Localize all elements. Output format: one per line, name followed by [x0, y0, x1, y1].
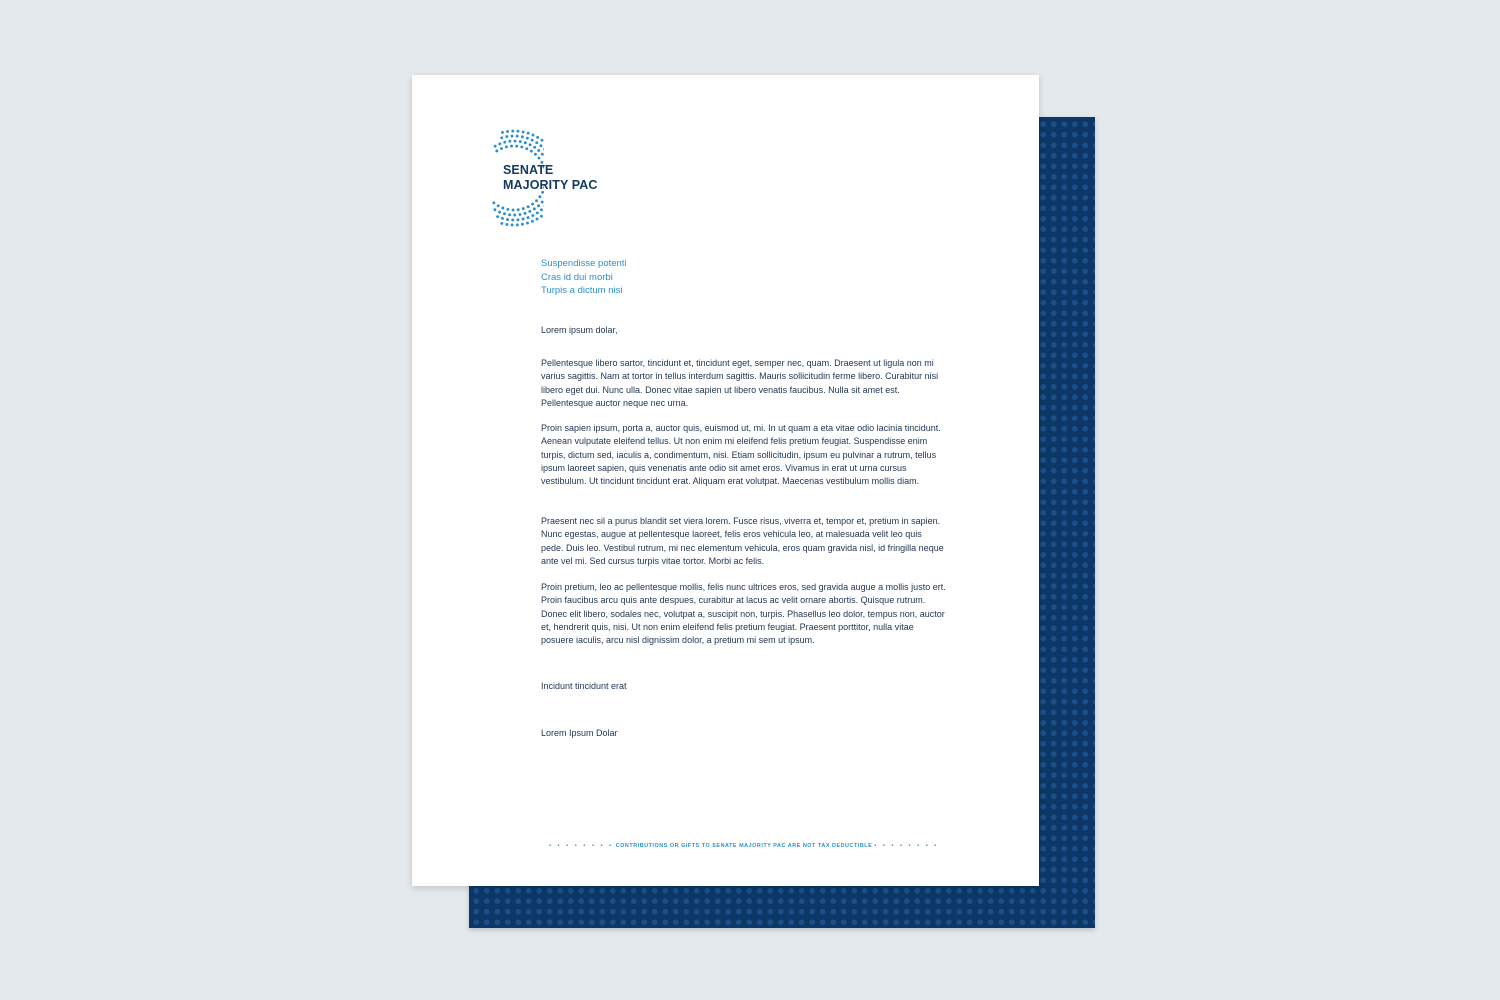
letterhead-page	[412, 75, 1039, 886]
address-block	[541, 257, 627, 298]
body-paragraph-2: Proin sapien ipsum, porta a, auctor quis, euismod ut, mi. In ut quam a eta vitae odio lacinia tincidunt. Aenean vulputate eleifend tellus. Ut non enim mi eleifend felis pretium feugiat. Suspendisse enim turpis, dictum sed, iaculis a, condimentum, nisi. Etiam sollicitudin, ipsum eu pulvinar a rutrum, tellus ipsum laoreet sapien, quis venenatis ante odio sit amet eros. Vivamus in erat ut urna cursus vestibulum. Ut tincidunt tincidunt erat. Aliquam erat volutpat. Maecenas vestibulum mollis diam.	[541, 423, 941, 487]
signature-name: Lorem Ipsum Dolar	[541, 728, 618, 738]
body-paragraph-4: Proin pretium, leo ac pellentesque mollis, felis nunc ultrices eros, sed gravida augue a mollis justo ert. Proin faucibus arcu quis ante despues, curabitur at lacus ac velit ornare abortis. Quisque rutrum. Donec elit libero, sodales nec, volutpat a, suscipit non, turpis. Phasellus leo dolor, tempus non, auctor et, hendrerit quis, nisi. Ut non enim eleifend felis pretium feugiat. Praesent porttitor, nulla vitae posuere iaculis, arcu nisl dignissim dolor, a pretium mi sem ut ipsum.	[541, 582, 946, 646]
body-paragraph-1: Pellentesque libero sartor, tincidunt et, tincidunt eget, semper nec, quam. Draesent ut ligula non mi varius sagittis. Nam at tortor in tellus interdum sagittis. Mauris sollicitudin ferme libero. Curabitur nisi libero eget dui. Nunc ulla. Donec vitae sapien ut libero venatis faucibus. Nulla sit amet est. Pellentesque auctor neque nec urna.	[541, 358, 939, 408]
footer-dots-left: • • • • • • • •	[549, 843, 614, 849]
footer-dots-right: • • • • • • • •	[874, 843, 939, 849]
organization-name	[503, 163, 598, 193]
address-line3: Turpis a dictum nisi	[541, 285, 623, 296]
organization-name-line1: SENATE	[503, 163, 554, 177]
address-line1: Suspendisse potenti	[541, 258, 627, 269]
footer-disclaimer-text: CONTRIBUTIONS OR GIFTS TO SENATE MAJORITY PAC ARE NOT TAX DEDUCTIBLE	[615, 843, 873, 849]
organization-name-line2: MAJORITY PAC	[503, 178, 598, 192]
closing-line: Incidunt tincidunt erat	[541, 681, 627, 691]
salutation: Lorem ipsum dolar,	[541, 325, 618, 335]
body-paragraph-3: Praesent nec sil a purus blandit set viera lorem. Fusce risus, viverra et, tempor et, pretium in sapien. Nunc egestas, augue at pellentesque laoreet, felis eros vehicula leo, at malesuada velit leo quis pede. Duis leo. Vestibul rutrum, mi nec elementum vehicula, eros quam gravida nisl, id fringilla neque ante vel mi. Sed cursus turpis vitae tortor. Morbi ac felis.	[541, 516, 944, 566]
footer-disclaimer	[541, 843, 947, 849]
address-line2: Cras id dui morbi	[541, 271, 613, 283]
